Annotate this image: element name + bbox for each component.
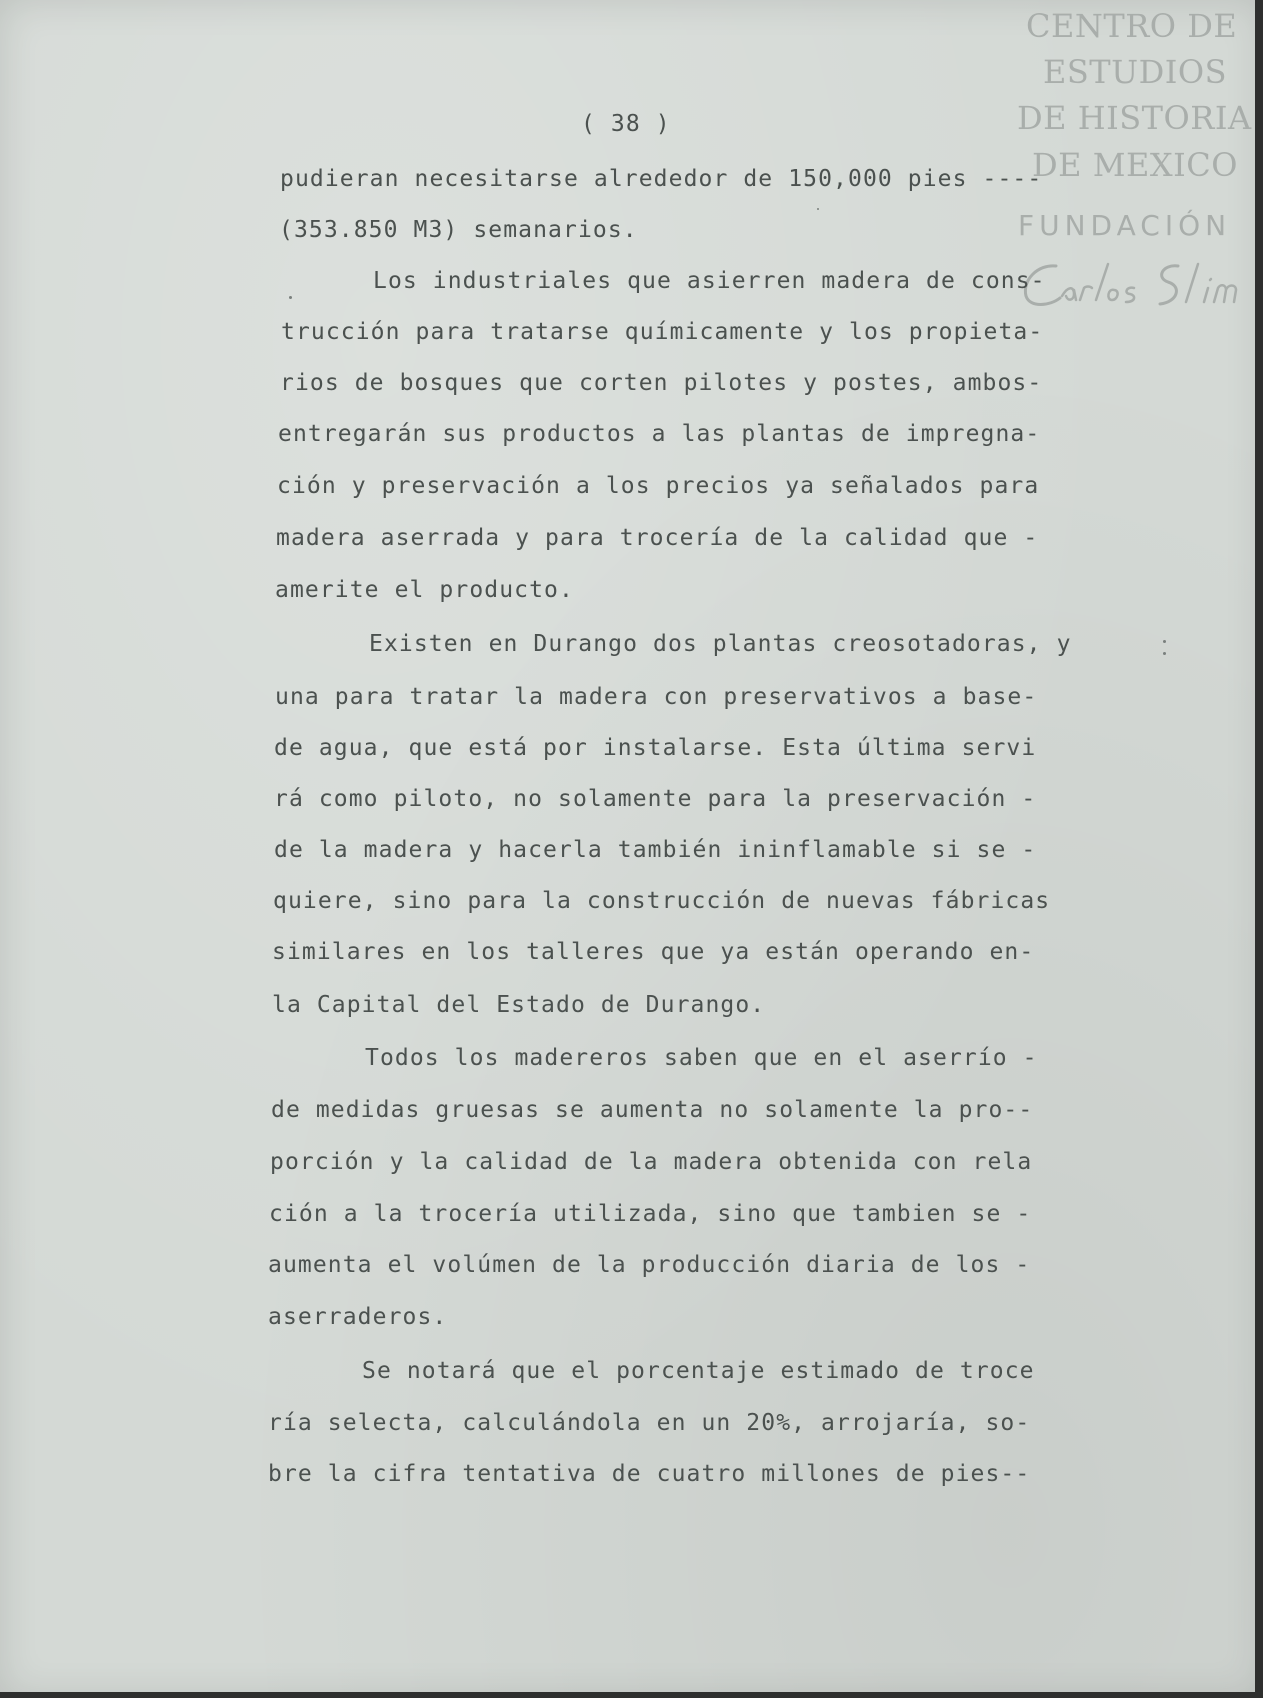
text-line: aumenta el volúmen de la producción diaria de los - bbox=[268, 1252, 1031, 1278]
paper-speck bbox=[289, 296, 292, 299]
text-line: aserraderos. bbox=[268, 1304, 448, 1330]
scan-edge-right bbox=[1255, 0, 1263, 1698]
text-line: rá como piloto, no solamente para la preservación - bbox=[274, 786, 1037, 812]
watermark-line-4: DE MEXICO bbox=[1032, 146, 1238, 184]
text-line: ción a la trocería utilizada, sino que tambien se - bbox=[269, 1201, 1032, 1227]
text-line: la Capital del Estado de Durango. bbox=[272, 992, 766, 1018]
text-line: rios de bosques que corten pilotes y postes, ambos- bbox=[280, 370, 1043, 396]
watermark-line-2: ESTUDIOS bbox=[1043, 53, 1228, 91]
text-line: madera aserrada y para trocería de la calidad que - bbox=[276, 525, 1039, 551]
watermark-signature bbox=[1016, 256, 1256, 314]
paper-speck bbox=[817, 208, 819, 210]
text-line: quiere, sino para la construcción de nuevas fábricas bbox=[273, 888, 1051, 914]
text-line: bre la cifra tentativa de cuatro millones de pies-- bbox=[268, 1461, 1031, 1487]
scan-edge-bottom bbox=[0, 1692, 1263, 1698]
text-line: amerite el producto. bbox=[275, 577, 574, 603]
paper-speck bbox=[1163, 652, 1166, 655]
watermark-foundation: FUNDACIÓN bbox=[1018, 209, 1232, 242]
text-line: (353.850 M3) semanarios. bbox=[279, 217, 638, 243]
text-line: ción y preservación a los precios ya señalados para bbox=[277, 473, 1040, 499]
text-line: similares en los talleres que ya están operando en- bbox=[272, 939, 1035, 965]
text-line: entregarán sus productos a las plantas de impregna- bbox=[278, 421, 1041, 447]
text-line: de agua, que está por instalarse. Esta última servi bbox=[274, 735, 1037, 761]
text-line: Todos los madereros saben que en el aserrío - bbox=[365, 1045, 1038, 1071]
text-line: de la madera y hacerla también ininflamable si se - bbox=[274, 837, 1037, 863]
watermark-line-3: DE HISTORIA bbox=[1017, 99, 1252, 137]
text-line: Los industriales que asierren madera de cons- bbox=[373, 268, 1046, 294]
watermark-line-1: CENTRO DE bbox=[1026, 7, 1238, 45]
text-line: Existen en Durango dos plantas creosotadoras, y bbox=[369, 631, 1072, 657]
text-line: Se notará que el porcentaje estimado de troce bbox=[362, 1358, 1035, 1384]
text-line: ría selecta, calculándola en un 20%, arrojaría, so- bbox=[268, 1410, 1031, 1436]
text-line: de medidas gruesas se aumenta no solamente la pro-- bbox=[271, 1097, 1034, 1123]
page-number: ( 38 ) bbox=[581, 111, 671, 137]
text-line: porción y la calidad de la madera obtenida con rela bbox=[270, 1149, 1033, 1175]
paper-speck bbox=[1163, 640, 1166, 643]
text-line: una para tratar la madera con preservativos a base- bbox=[275, 684, 1038, 710]
text-line: trucción para tratarse químicamente y los propieta- bbox=[281, 319, 1044, 345]
text-line: pudieran necesitarse alrededor de 150,000 pies ---- bbox=[280, 166, 1043, 192]
